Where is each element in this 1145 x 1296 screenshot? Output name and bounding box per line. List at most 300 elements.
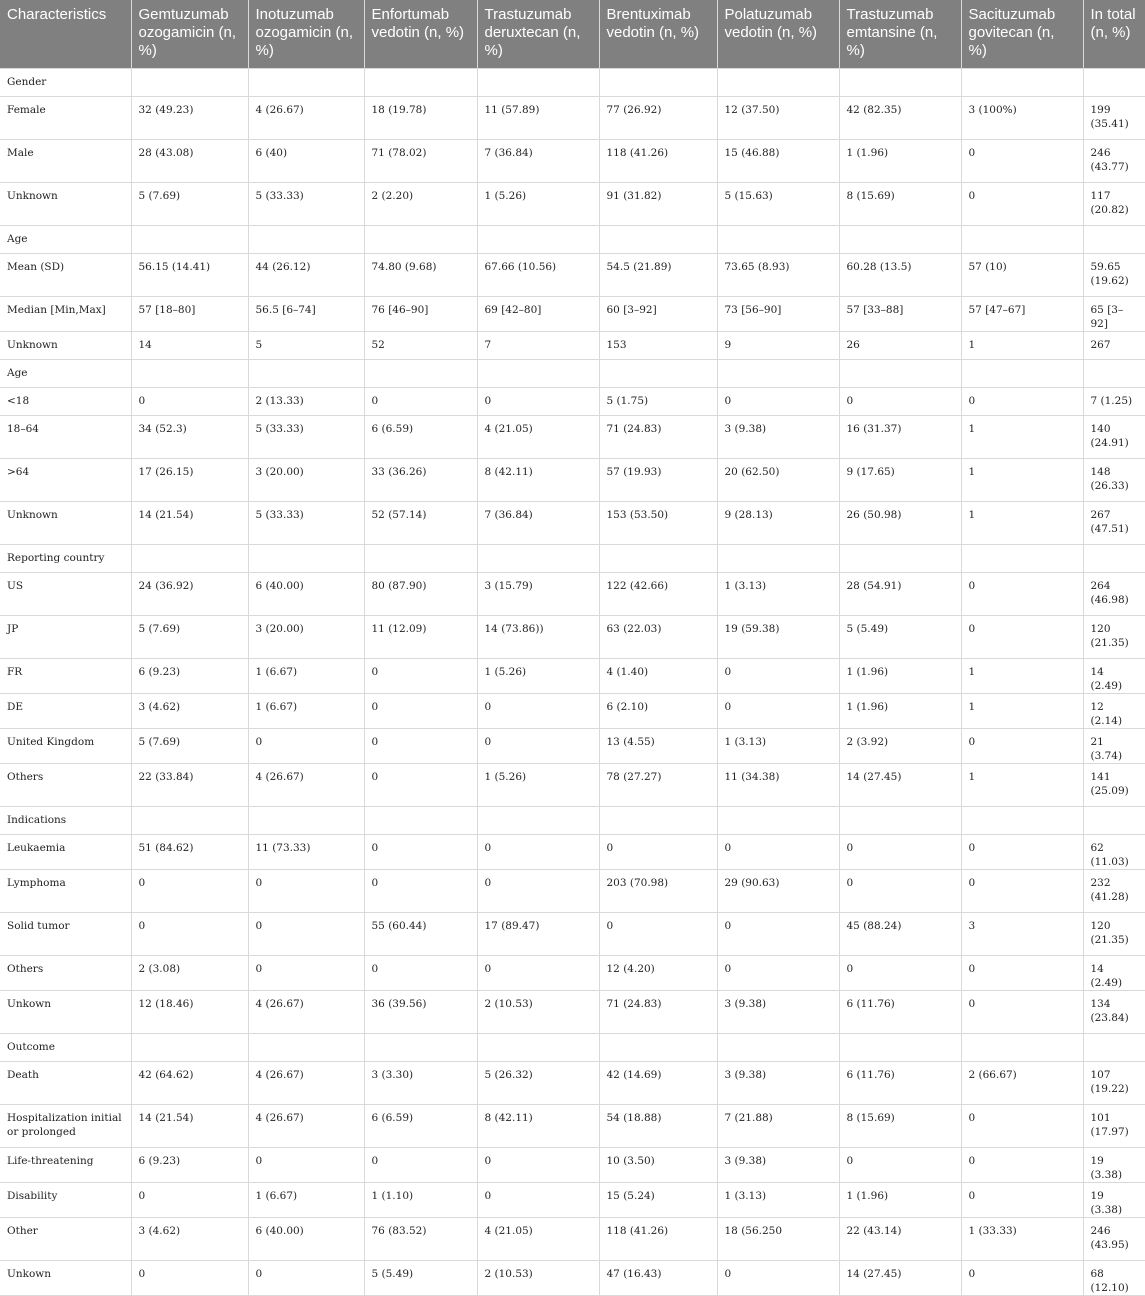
table-cell: 80 (87.90) [364,573,477,616]
table-cell [248,807,364,835]
table-cell: 2 (3.92) [839,729,961,764]
table-cell: 5 (33.33) [248,183,364,226]
table-cell: 0 [477,729,599,764]
table-cell: 0 [839,835,961,870]
table-cell: 6 (2.10) [599,694,717,729]
table-cell [961,807,1083,835]
table-cell: 0 [717,659,839,694]
table-cell: 60 [3–92] [599,297,717,332]
table-cell: 4 (21.05) [477,416,599,459]
table-row [0,573,1145,616]
table-cell: 199 (35.41) [1083,97,1145,140]
table-cell: 1 (1.96) [839,140,961,183]
table-cell: 0 [717,388,839,416]
table-cell: 6 (6.59) [364,1105,477,1148]
table-cell: 0 [248,956,364,991]
table-cell: 1 (5.26) [477,183,599,226]
table-cell: 1 (3.13) [717,729,839,764]
table-cell: 1 [961,459,1083,502]
table-cell [717,807,839,835]
table-cell [717,1034,839,1062]
table-cell: 4 (26.67) [248,97,364,140]
table-cell: 6 (6.59) [364,416,477,459]
table-cell: 4 (21.05) [477,1218,599,1261]
table-cell: 0 [477,694,599,729]
table-cell: 3 (9.38) [717,991,839,1034]
table-cell: 1 (1.96) [839,694,961,729]
table-cell: 0 [131,1183,248,1218]
table-cell: 0 [131,1261,248,1296]
table-cell: 118 (41.26) [599,1218,717,1261]
column-header: Gemtuzumab ozogamicin (n, %) [131,0,248,69]
table-cell: 6 (9.23) [131,1148,248,1183]
table-cell [599,807,717,835]
table-cell: 65 [3–92] [1083,297,1145,332]
table-cell: 0 [839,1148,961,1183]
table-cell: 134 (23.84) [1083,991,1145,1034]
table-cell: 8 (15.69) [839,183,961,226]
table-cell: 0 [961,870,1083,913]
table-cell [961,1034,1083,1062]
table-cell [1083,807,1145,835]
table-cell: 12 (18.46) [131,991,248,1034]
table-cell: 0 [248,870,364,913]
table-cell: 3 (4.62) [131,694,248,729]
table-cell: 56.15 (14.41) [131,254,248,297]
table-cell: 9 [717,332,839,360]
table-row [0,835,1145,870]
table-cell: 0 [131,388,248,416]
table-cell: 0 [364,388,477,416]
table-cell: 57 [33–88] [839,297,961,332]
table-cell: 0 [961,183,1083,226]
table-row [0,1183,1145,1218]
table-cell: 0 [364,1148,477,1183]
table-cell: 2 (10.53) [477,991,599,1034]
column-header: Brentuximab vedotin (n, %) [599,0,717,69]
table-row [0,1261,1145,1296]
table-cell: 0 [717,956,839,991]
table-cell: 0 [477,835,599,870]
table-cell [248,69,364,97]
table-cell: 76 [46–90] [364,297,477,332]
table-cell: 71 (78.02) [364,140,477,183]
table-cell: 0 [961,616,1083,659]
table-cell [599,226,717,254]
table-cell: 3 (15.79) [477,573,599,616]
table-cell: 29 (90.63) [717,870,839,913]
row-label: DE [0,694,131,729]
row-label: Outcome [0,1034,131,1062]
table-cell: 4 (26.67) [248,991,364,1034]
table-cell: 0 [839,956,961,991]
column-header: Polatuzumab vedotin (n, %) [717,0,839,69]
table-row [0,616,1145,659]
table-cell: 42 (14.69) [599,1062,717,1105]
row-label: Gender [0,69,131,97]
table-cell: 57 [47–67] [961,297,1083,332]
table-cell: 8 (42.11) [477,1105,599,1148]
row-label: JP [0,616,131,659]
table-cell: 0 [131,870,248,913]
table-cell: 0 [364,870,477,913]
table-cell: 3 (9.38) [717,416,839,459]
table-cell: 120 (21.35) [1083,616,1145,659]
table-cell: 0 [717,835,839,870]
table-cell [1083,226,1145,254]
table-cell [599,69,717,97]
table-cell: 0 [961,388,1083,416]
table-cell: 60.28 (13.5) [839,254,961,297]
row-label: Solid tumor [0,913,131,956]
table-cell: 12 (37.50) [717,97,839,140]
table-cell: 73.65 (8.93) [717,254,839,297]
table-cell: 3 (9.38) [717,1148,839,1183]
table-cell: 52 [364,332,477,360]
table-cell: 28 (54.91) [839,573,961,616]
row-label: Unknown [0,183,131,226]
table-cell: 3 [961,913,1083,956]
table-cell [961,226,1083,254]
table-cell: 45 (88.24) [839,913,961,956]
table-cell: 52 (57.14) [364,502,477,545]
table-cell [839,226,961,254]
table-cell: 4 (1.40) [599,659,717,694]
table-cell [477,807,599,835]
table-row [0,694,1145,729]
table-cell: 51 (84.62) [131,835,248,870]
table-cell [248,545,364,573]
table-cell: 267 (47.51) [1083,502,1145,545]
table-cell: 0 [364,694,477,729]
table-cell: 1 [961,502,1083,545]
table-cell [961,69,1083,97]
table-cell: 3 (4.62) [131,1218,248,1261]
table-cell: 118 (41.26) [599,140,717,183]
table-cell: 0 [248,1261,364,1296]
table-cell: 44 (26.12) [248,254,364,297]
table-cell: 140 (24.91) [1083,416,1145,459]
table-cell: 6 (40) [248,140,364,183]
table-row [0,659,1145,694]
table-cell: 1 (3.13) [717,573,839,616]
table-cell: 73 [56–90] [717,297,839,332]
table-cell: 0 [961,729,1083,764]
table-cell: 18 (19.78) [364,97,477,140]
table-cell: 0 [961,1261,1083,1296]
table-cell: 0 [477,388,599,416]
table-cell: 17 (89.47) [477,913,599,956]
table-cell: 1 (6.67) [248,1183,364,1218]
table-cell: 246 (43.77) [1083,140,1145,183]
row-label: Life-threatening [0,1148,131,1183]
table-cell: 1 (5.26) [477,659,599,694]
table-cell: 22 (43.14) [839,1218,961,1261]
table-cell: 0 [477,1148,599,1183]
table-cell: 153 [599,332,717,360]
table-cell [248,1034,364,1062]
row-label: Others [0,764,131,807]
table-cell: 4 (26.67) [248,1105,364,1148]
table-cell: 42 (82.35) [839,97,961,140]
row-label: Leukaemia [0,835,131,870]
table-cell: 67.66 (10.56) [477,254,599,297]
table-cell: 26 [839,332,961,360]
table-cell: 0 [131,913,248,956]
table-cell [364,69,477,97]
table-cell: 63 (22.03) [599,616,717,659]
table-cell [131,69,248,97]
table-cell: 1 (6.67) [248,694,364,729]
table-row [0,332,1145,360]
table-cell: 21 (3.74) [1083,729,1145,764]
table-row [0,1105,1145,1148]
table-cell [599,545,717,573]
table-cell: 0 [364,835,477,870]
table-cell: 2 (3.08) [131,956,248,991]
table-cell: 14 (2.49) [1083,956,1145,991]
table-cell: 0 [717,1261,839,1296]
table-cell [364,226,477,254]
table-cell: 0 [961,835,1083,870]
table-cell: 32 (49.23) [131,97,248,140]
table-cell: 1 [961,659,1083,694]
table-row [0,254,1145,297]
table-row [0,913,1145,956]
table-cell: 19 (3.38) [1083,1183,1145,1218]
table-cell: 11 (34.38) [717,764,839,807]
table-cell [477,360,599,388]
row-label: Indications [0,807,131,835]
table-cell: 6 (40.00) [248,573,364,616]
table-row [0,388,1145,416]
table-cell: 0 [961,1183,1083,1218]
table-cell: 1 (5.26) [477,764,599,807]
table-cell [1083,360,1145,388]
table-cell: 33 (36.26) [364,459,477,502]
table-cell [839,807,961,835]
row-label: Female [0,97,131,140]
section-header-row [0,807,1145,835]
table-row [0,97,1145,140]
row-label: Others [0,956,131,991]
table-cell [1083,69,1145,97]
table-cell: 68 (12.10) [1083,1261,1145,1296]
table-cell: 148 (26.33) [1083,459,1145,502]
table-cell: 0 [477,870,599,913]
table-cell: 5 (15.63) [717,183,839,226]
table-cell [248,360,364,388]
table-cell [364,1034,477,1062]
row-label: Age [0,226,131,254]
table-cell: 91 (31.82) [599,183,717,226]
table-row [0,870,1145,913]
table-cell: 36 (39.56) [364,991,477,1034]
table-cell: 14 (2.49) [1083,659,1145,694]
table-cell: 0 [839,870,961,913]
table-cell [839,1034,961,1062]
table-row [0,183,1145,226]
table-cell: 69 [42–80] [477,297,599,332]
table-cell [131,545,248,573]
table-cell [961,545,1083,573]
table-cell: 0 [961,573,1083,616]
table-row [0,991,1145,1034]
table-cell [364,360,477,388]
table-cell: 42 (64.62) [131,1062,248,1105]
row-label: Male [0,140,131,183]
table-cell: 14 (73.86)) [477,616,599,659]
table-cell: 2 (10.53) [477,1261,599,1296]
table-cell: 0 [477,1183,599,1218]
table-cell: 34 (52.3) [131,416,248,459]
table-cell: 26 (50.98) [839,502,961,545]
table-cell: 76 (83.52) [364,1218,477,1261]
table-cell: 0 [477,956,599,991]
table-cell [839,545,961,573]
table-cell: 71 (24.83) [599,991,717,1034]
table-cell: 264 (46.98) [1083,573,1145,616]
row-label: FR [0,659,131,694]
table-cell [248,226,364,254]
table-cell: 20 (62.50) [717,459,839,502]
table-cell: 18 (56.250 [717,1218,839,1261]
table-row [0,459,1145,502]
table-row [0,140,1145,183]
table-cell: 1 (6.67) [248,659,364,694]
row-label: Unkown [0,991,131,1034]
table-cell: 15 (46.88) [717,140,839,183]
table-row [0,416,1145,459]
table-cell: 54.5 (21.89) [599,254,717,297]
table-cell: 5 (5.49) [839,616,961,659]
table-cell: 0 [599,835,717,870]
table-cell: 19 (3.38) [1083,1148,1145,1183]
table-cell [961,360,1083,388]
table-cell [477,226,599,254]
column-header: In total (n, %) [1083,0,1145,69]
table-cell: 203 (70.98) [599,870,717,913]
table-cell: 6 (9.23) [131,659,248,694]
table-cell: 28 (43.08) [131,140,248,183]
table-cell: 1 (1.96) [839,659,961,694]
table-cell: 153 (53.50) [599,502,717,545]
column-header: Trastuzumab deruxtecan (n, %) [477,0,599,69]
column-header: Sacituzumab govitecan (n, %) [961,0,1083,69]
table-cell: 15 (5.24) [599,1183,717,1218]
table-cell: 13 (4.55) [599,729,717,764]
table-cell: 5 (1.75) [599,388,717,416]
table-cell: 22 (33.84) [131,764,248,807]
table-cell: 14 (27.45) [839,1261,961,1296]
table-cell [131,1034,248,1062]
table-cell: 232 (41.28) [1083,870,1145,913]
table-cell: 59.65 (19.62) [1083,254,1145,297]
table-cell: 74.80 (9.68) [364,254,477,297]
table-cell [1083,545,1145,573]
table-cell: 1 [961,332,1083,360]
row-label: Hospitalization initial or prolonged [0,1105,131,1148]
table-cell: 122 (42.66) [599,573,717,616]
table-cell: 5 (33.33) [248,416,364,459]
table-cell [364,545,477,573]
table-cell [717,69,839,97]
table-cell [717,360,839,388]
table-row [0,956,1145,991]
row-label: 18–64 [0,416,131,459]
table-cell [717,545,839,573]
table-cell: 11 (57.89) [477,97,599,140]
row-label: Mean (SD) [0,254,131,297]
row-label: Reporting country [0,545,131,573]
table-cell: 57 [18–80] [131,297,248,332]
table-cell [717,226,839,254]
table-cell: 54 (18.88) [599,1105,717,1148]
table-cell [131,360,248,388]
table-cell: 14 (21.54) [131,502,248,545]
table-cell: 0 [364,729,477,764]
row-label: Other [0,1218,131,1261]
table-cell: 62 (11.03) [1083,835,1145,870]
table-cell: 10 (3.50) [599,1148,717,1183]
table-cell: 9 (17.65) [839,459,961,502]
table-cell: 0 [248,913,364,956]
table-cell: 11 (73.33) [248,835,364,870]
table-cell [131,226,248,254]
table-cell: 77 (26.92) [599,97,717,140]
table-cell: 0 [717,913,839,956]
table-cell: 0 [364,956,477,991]
table-cell: 7 [477,332,599,360]
table-cell: 55 (60.44) [364,913,477,956]
table-cell: 6 (40.00) [248,1218,364,1261]
table-cell: 2 (2.20) [364,183,477,226]
table-row [0,502,1145,545]
table-cell: 7 (36.84) [477,140,599,183]
column-header: Inotuzumab ozogamicin (n, %) [248,0,364,69]
table-cell [599,360,717,388]
table-cell: 5 (7.69) [131,729,248,764]
table-cell: 5 (26.32) [477,1062,599,1105]
table-cell: 9 (28.13) [717,502,839,545]
table-cell: 8 (15.69) [839,1105,961,1148]
table-cell: 1 (1.96) [839,1183,961,1218]
table-row [0,1062,1145,1105]
row-label: <18 [0,388,131,416]
row-label: Age [0,360,131,388]
section-header-row [0,360,1145,388]
table-cell [477,69,599,97]
table-cell: 0 [961,140,1083,183]
column-header: Characteristics [0,0,131,69]
table-cell: 5 (7.69) [131,616,248,659]
table-row [0,1148,1145,1183]
section-header-row [0,69,1145,97]
table-cell: 56.5 [6–74] [248,297,364,332]
table-cell: 107 (19.22) [1083,1062,1145,1105]
table-cell: 24 (36.92) [131,573,248,616]
table-row [0,729,1145,764]
table-cell: 0 [961,991,1083,1034]
row-label: Unknown [0,332,131,360]
table-cell: 11 (12.09) [364,616,477,659]
table-cell: 117 (20.82) [1083,183,1145,226]
table-cell: 1 (33.33) [961,1218,1083,1261]
table-cell: 57 (19.93) [599,459,717,502]
table-body [0,69,1145,1296]
table-cell: 1 [961,694,1083,729]
table-cell: 0 [248,1148,364,1183]
